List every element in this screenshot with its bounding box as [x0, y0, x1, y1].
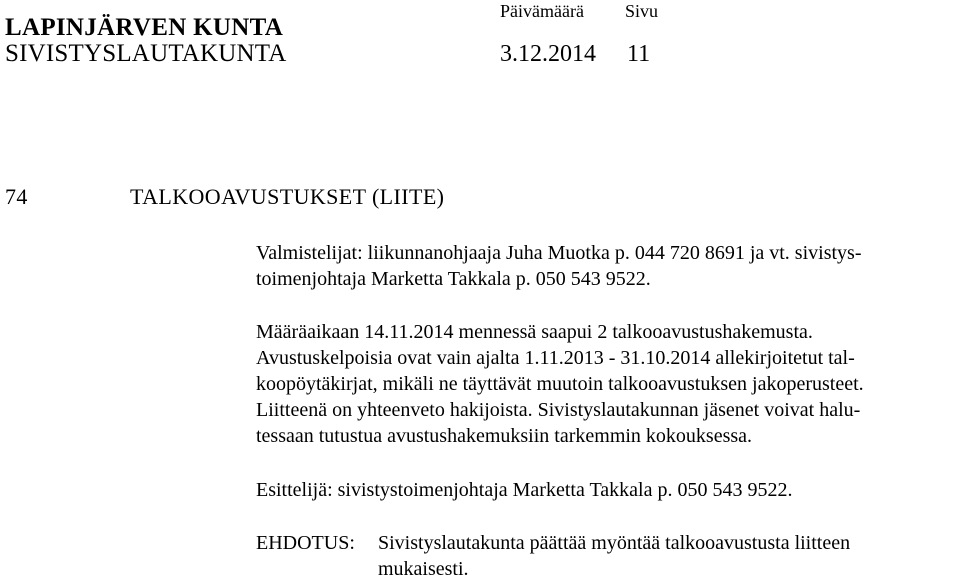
description-paragraph	[256, 319, 956, 449]
page-number: 11	[627, 41, 651, 67]
presenter-line	[256, 477, 956, 503]
proposal-text	[378, 530, 850, 582]
text-line: koopöytäkirjat, mikäli ne täyttävät muutoin talkooavustuksen jakoperusteet.	[256, 373, 864, 395]
date-label: Päivämäärä	[500, 1, 584, 21]
date-value: 3.12.2014	[500, 41, 596, 67]
preparers-paragraph	[256, 240, 956, 292]
text-line: Esittelijä: sivistystoimenjohtaja Marketta Takkala p. 050 543 9522.	[256, 479, 793, 501]
page-label: Sivu	[625, 1, 659, 21]
board-name: SIVISTYSLAUTAKUNTA	[5, 40, 287, 67]
text-line: Liitteenä on yhteenveto hakijoista. Sivistyslautakunnan jäsenet voivat halu-	[256, 399, 861, 421]
text-line: Avustuskelpoisia ovat vain ajalta 1.11.2013 - 31.10.2014 allekirjoitetut tal-	[256, 347, 855, 369]
text-line: Valmistelijat: liikunnanohjaaja Juha Muotka p. 044 720 8691 ja vt. sivistys-	[256, 242, 862, 264]
organization-name: LAPINJÄRVEN KUNTA	[5, 14, 284, 41]
proposal-label: EHDOTUS:	[256, 532, 355, 554]
text-line: tessaan tutustua avustushakemuksiin tarkemmin kokouksessa.	[256, 425, 753, 447]
text-line: mukaisesti.	[378, 558, 469, 580]
item-number: 74	[5, 184, 28, 209]
text-line: Määräaikaan 14.11.2014 mennessä saapui 2 talkooavustushakemusta.	[256, 321, 813, 343]
item-title: TALKOOAVUSTUKSET (LIITE)	[130, 184, 445, 209]
text-line: toimenjohtaja Marketta Takkala p. 050 543 9522.	[256, 268, 651, 290]
text-line: Sivistyslautakunta päättää myöntää talkooavustusta liitteen	[378, 532, 851, 554]
